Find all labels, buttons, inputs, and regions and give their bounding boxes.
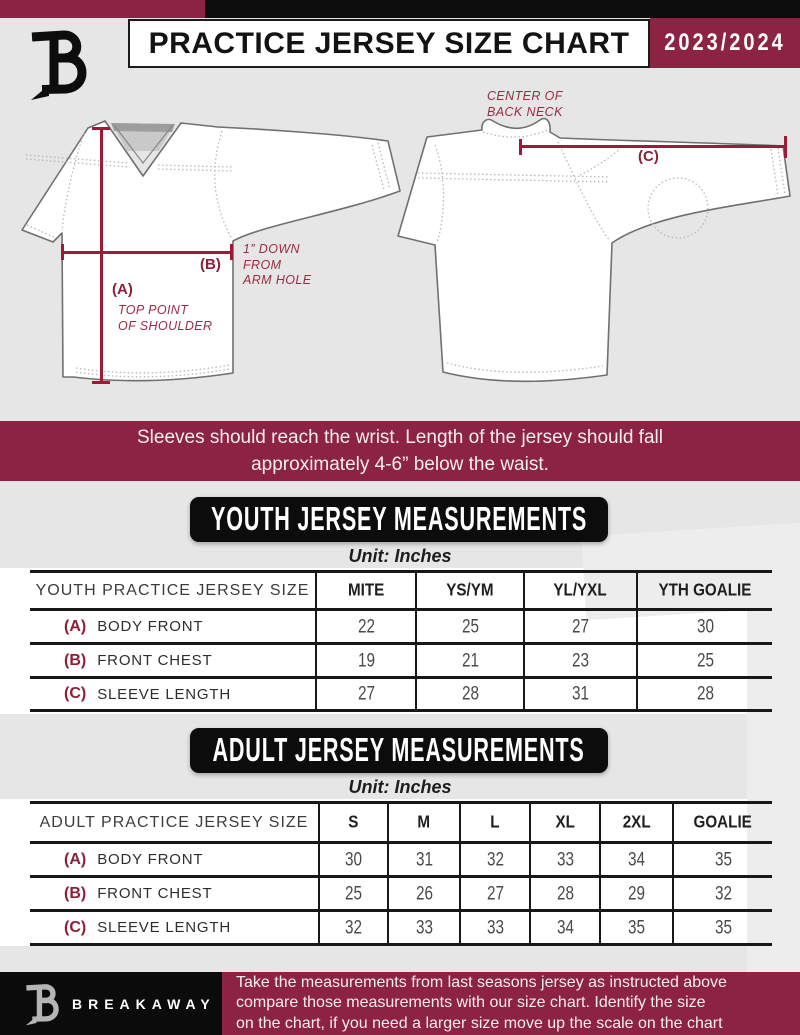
youth-unit-label: Unit: Inches: [348, 546, 452, 566]
banner-line-1: Sleeves should reach the wrist. Length of the jersey should fall: [137, 427, 663, 448]
top-strip-black: [205, 0, 800, 18]
adult-header-m: M: [387, 804, 459, 844]
note-1in-down-from-armhole: 1” DOWN FROM ARM HOLE: [243, 242, 312, 287]
top-strip-maroon: [0, 0, 205, 18]
table-cell: 31: [523, 679, 636, 712]
adult-header-size: ADULT PRACTICE JERSEY SIZE: [30, 804, 318, 844]
youth-header-mite: MITE: [315, 573, 415, 611]
adult-header-goalie: GOALIE: [672, 804, 772, 844]
youth-header-ysym: YS/YM: [415, 573, 523, 611]
youth-row-a-label: (A) BODY FRONT: [30, 611, 315, 645]
adult-header-xl: XL: [529, 804, 599, 844]
table-cell: 23: [523, 645, 636, 679]
label-c: (C): [638, 148, 659, 165]
label-a: (A): [112, 281, 133, 298]
table-cell: 32: [672, 878, 772, 912]
table-cell: 30: [318, 844, 387, 878]
season-badge: [650, 18, 800, 68]
jersey-front-diagram: [10, 105, 410, 405]
adult-header-s: S: [318, 804, 387, 844]
youth-header-size: YOUTH PRACTICE JERSEY SIZE: [30, 573, 315, 611]
table-cell: 32: [459, 844, 529, 878]
table-cell: 27: [315, 679, 415, 712]
table-cell: 29: [599, 878, 672, 912]
table-cell: 33: [529, 844, 599, 878]
season-label: 2023/2024: [664, 29, 786, 56]
table-cell: 25: [415, 611, 523, 645]
table-cell: 25: [636, 645, 772, 679]
table-cell: 35: [672, 912, 772, 946]
youth-size-table: [30, 570, 772, 712]
brand-name: BREAKAWAY: [72, 995, 216, 1012]
measure-b-right-cap: [230, 244, 233, 260]
table-cell: 21: [415, 645, 523, 679]
footer-instructions: [222, 972, 800, 1035]
page-title-box: [128, 19, 650, 68]
measure-a-line: [100, 128, 103, 383]
label-b: (B): [200, 256, 221, 273]
table-cell: 33: [387, 912, 459, 946]
table-cell: 26: [387, 878, 459, 912]
youth-row-c-label: (C) SLEEVE LENGTH: [30, 679, 315, 712]
adult-header-2xl: 2XL: [599, 804, 672, 844]
note-top-point-of-shoulder: TOP POINT OF SHOULDER: [118, 303, 213, 333]
adult-header-l: L: [459, 804, 529, 844]
table-cell: 31: [387, 844, 459, 878]
adult-size-table: [30, 801, 772, 946]
table-cell: 28: [529, 878, 599, 912]
footer-brand-block: [0, 972, 222, 1035]
adult-unit-label: Unit: Inches: [348, 777, 452, 797]
youth-header-ylyxl: YL/YXL: [523, 573, 636, 611]
table-cell: 27: [523, 611, 636, 645]
page-title: PRACTICE JERSEY SIZE CHART: [148, 26, 630, 60]
measure-b-line: [62, 251, 232, 254]
table-cell: 32: [318, 912, 387, 946]
banner-line-2: approximately 4-6” below the waist.: [251, 454, 549, 475]
table-cell: 34: [529, 912, 599, 946]
adult-measurements-heading: ADULT JERSEY MEASUREMENTS: [190, 728, 608, 773]
fit-instruction-banner: [0, 421, 800, 481]
footer-line-3: on the chart, if you need a larger size move up the scale on the chart: [236, 1014, 723, 1032]
table-cell: 27: [459, 878, 529, 912]
adult-row-a-label: (A) BODY FRONT: [30, 844, 318, 878]
footer-line-1: Take the measurements from last seasons jersey as instructed above: [236, 973, 727, 991]
table-cell: 25: [318, 878, 387, 912]
jersey-back-diagram: [390, 85, 800, 410]
table-cell: 30: [636, 611, 772, 645]
measure-a-bottom-cap: [92, 381, 110, 384]
youth-header-goalie: YTH GOALIE: [636, 573, 772, 611]
breakaway-logo: [28, 26, 92, 102]
breakaway-footer-logo: [24, 982, 62, 1026]
measure-c-right-cap: [784, 136, 787, 158]
note-center-of-back-neck: CENTER OF BACK NECK: [487, 89, 563, 119]
table-cell: 19: [315, 645, 415, 679]
table-cell: 35: [672, 844, 772, 878]
adult-row-c-label: (C) SLEEVE LENGTH: [30, 912, 318, 946]
youth-measurements-heading: YOUTH JERSEY MEASUREMENTS: [190, 497, 608, 542]
footer-line-2: compare those measurements with our size chart. Identify the size: [236, 994, 706, 1012]
table-cell: 28: [415, 679, 523, 712]
table-cell: 28: [636, 679, 772, 712]
table-cell: 34: [599, 844, 672, 878]
table-cell: 22: [315, 611, 415, 645]
table-cell: 33: [459, 912, 529, 946]
table-cell: 35: [599, 912, 672, 946]
adult-row-b-label: (B) FRONT CHEST: [30, 878, 318, 912]
youth-row-b-label: (B) FRONT CHEST: [30, 645, 315, 679]
